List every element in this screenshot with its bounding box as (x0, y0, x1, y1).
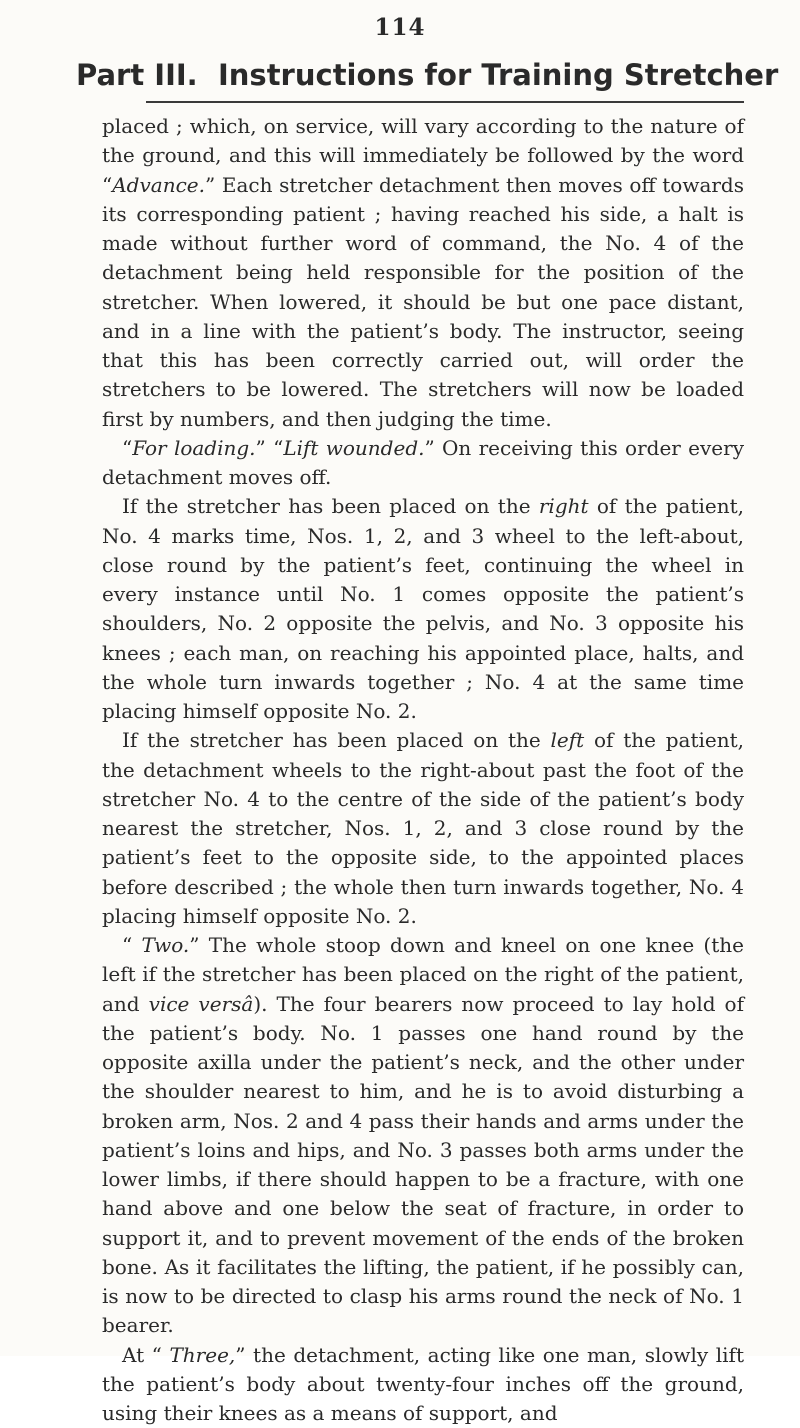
italic-text: left (551, 728, 585, 752)
page-number: 114 (0, 14, 800, 41)
italic-text: Three, (169, 1343, 235, 1367)
part-label: Part III. (76, 58, 198, 92)
text-run: ” “ (256, 436, 284, 460)
text-run: ). The four bearers now proceed to lay hold of the patient’s body. No. 1 passes one hand round by the opposite axilla under the patient’s neck, and the other under the shoulder nearest to him, and he is to avoid disturbing a broken arm, Nos. 2 and 4 pass their hands and arms under the patient’s loins and hips, and No. 3 passes both arms under the lower limbs, if there should happen to be a fracture, with one hand above and one below the seat of fracture, in order to support it, and to prevent movement of the ends of the broken bone. As it facilitates the lifting, the patient, if he possibly can, is now to be directed to clasp his arms round the neck of No. 1 bearer. (102, 992, 744, 1338)
text-run: ” The whole stoop down and kneel on one knee (the left if the stretcher has been placed on the right of the patient, and (102, 933, 744, 1016)
italic-text: Advance. (112, 173, 205, 197)
text-run: If the stretcher has been placed on the (122, 494, 539, 518)
text-run: placed ; which, on service, will vary according to the nature of the ground, and this will immediately be followed by the word “ (102, 114, 744, 197)
running-title: Instructions for Training Stretcher (218, 58, 778, 92)
text-run: “ (122, 436, 132, 460)
italic-text: vice versâ (149, 992, 254, 1016)
paragraph (102, 726, 744, 931)
paragraph (102, 1341, 744, 1428)
text-run: At “ (122, 1343, 169, 1367)
text-run: “ (122, 933, 141, 957)
italic-text: right (539, 494, 589, 518)
text-run: If the stretcher has been placed on the (122, 728, 551, 752)
running-header (76, 58, 730, 98)
italic-text: For loading. (132, 436, 255, 460)
paragraph (102, 434, 744, 493)
paragraph (102, 931, 744, 1341)
text-run: of the patient, the detachment wheels to the right-about past the foot of the stretcher No. 4 to the centre of the side of the patient’s body nearest the stretcher, Nos. 1, 2, and 3 close round by the patient’s feet to the opposite side, to the appointed places before described ; the whole then turn inwards together, No. 4 placing himself opposite No. 2. (102, 728, 744, 928)
paragraph (102, 492, 744, 726)
paragraph (102, 112, 744, 434)
text-run: ” the detachment, acting like one man, slowly lift the patient’s body about twenty-four inches off the ground, using their knees as a means of support, and (102, 1343, 744, 1426)
body-text (102, 112, 744, 1428)
italic-text: Two. (141, 933, 189, 957)
header-rule (146, 101, 744, 103)
italic-text: Lift wounded. (283, 436, 424, 460)
text-run: of the patient, No. 4 marks time, Nos. 1, 2, and 3 wheel to the left-about, close round by the patient’s feet, continuing the wheel in every instance until No. 1 comes opposite the patient’s shoulders, No. 2 opposite the pelvis, and No. 3 opposite his knees ; each man, on reaching his appointed place, halts, and the whole turn inwards together ; No. 4 at the same time placing himself opposite No. 2. (102, 494, 744, 723)
text-run: ” On receiving this order every detachment moves off. (102, 436, 744, 489)
text-run: ” Each stretcher detachment then moves off towards its corresponding patient ; having reached his side, a halt is made without further word of command, the No. 4 of the detachment being held responsible for the position of the stretcher. When lowered, it should be but one pace distant, and in a line with the patient’s body. The instructor, seeing that this has been correctly carried out, will order the stretchers to be lowered. The stretchers will now be loaded first by numbers, and then judging the time. (102, 173, 744, 431)
